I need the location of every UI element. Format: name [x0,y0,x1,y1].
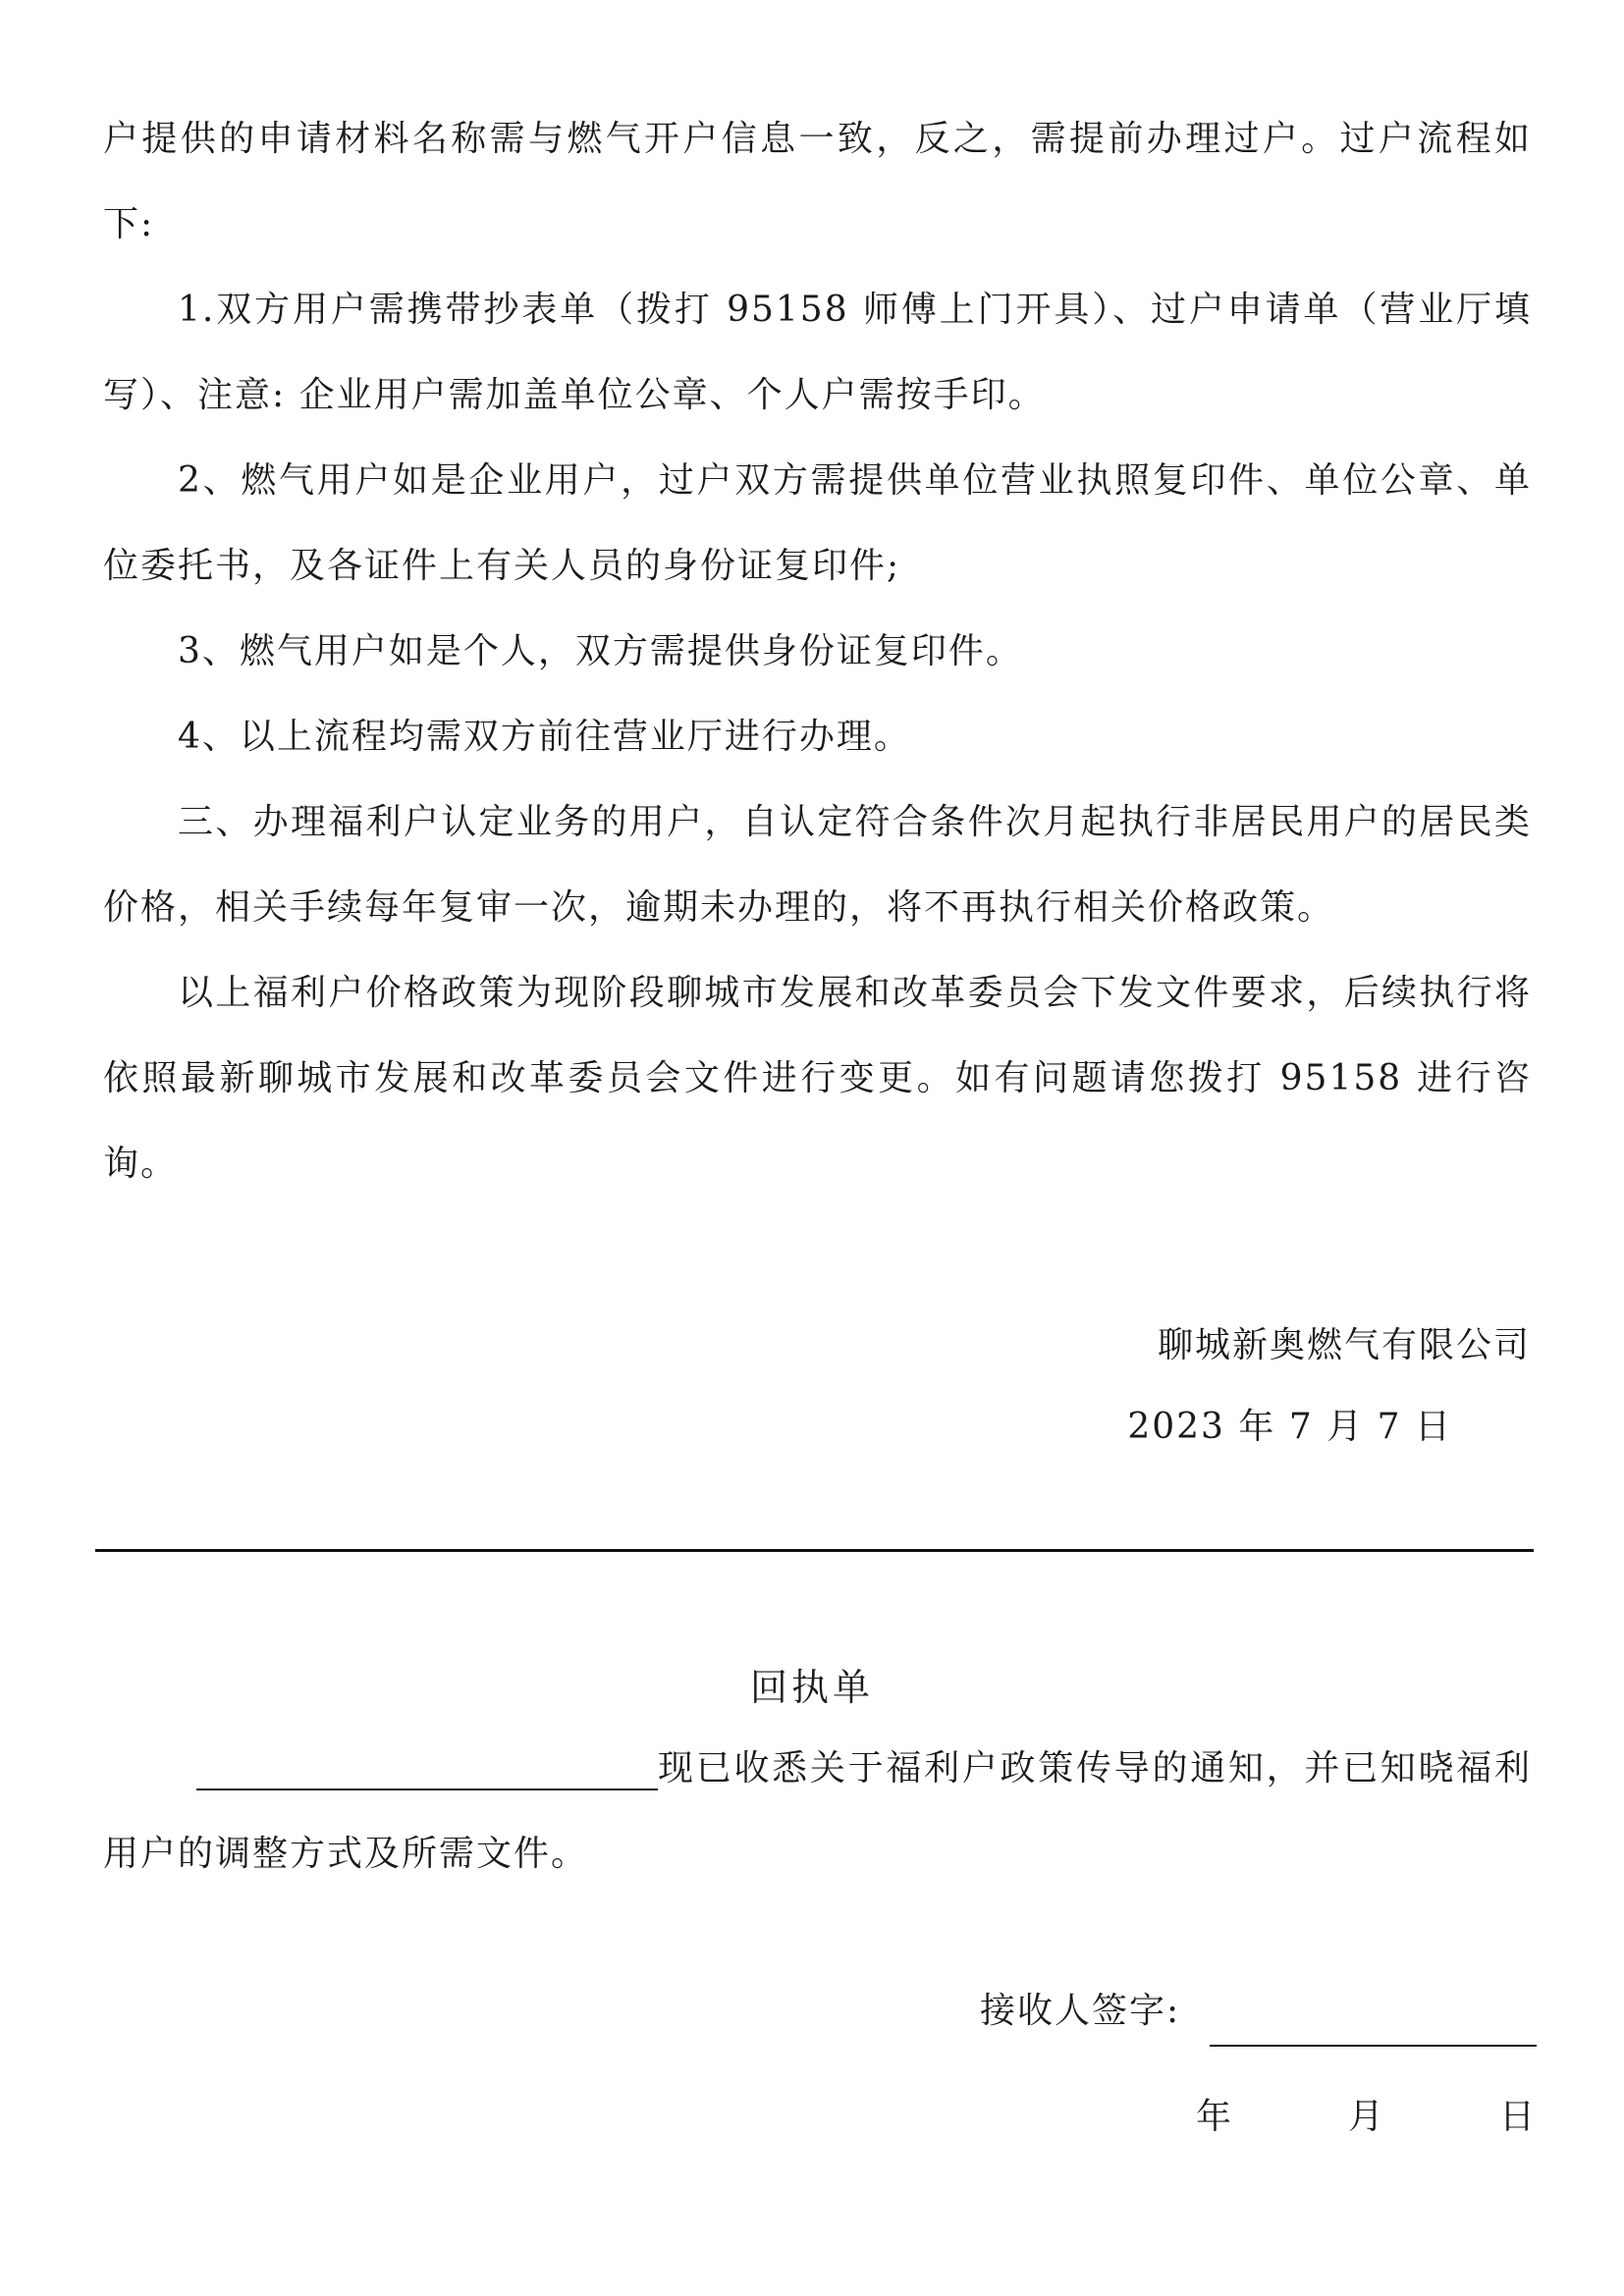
month-label: 月 [1348,2097,1386,2137]
receipt-title: 回执单 [749,1666,874,1709]
company-signature: 聊城新奥燃气有限公司 [1157,1325,1531,1365]
receipt-body: 现已收悉关于福利户政策传导的通知，并已知晓福利用户的调整方式及所需文件。 [103,1748,1532,1874]
signer-label: 接收人签字: [980,1991,1181,2031]
paragraph-step-1: 1.双方用户需携带抄表单（拨打 95158 师傅上门开具）、过户申请单（营业厅填写）、注意: 企业用户需加盖单位公章、个人户需按手印。 [103,290,1532,415]
day-label: 日 [1499,2097,1538,2137]
paragraph-step-2: 2、燃气用户如是企业用户，过户双方需提供单位营业执照复印件、单位公章、单位委托书，及各证件上有关人员的身份证复印件; [103,460,1532,586]
section-divider [95,1549,1534,1552]
paragraph-step-3: 3、燃气用户如是个人，双方需提供身份证复印件。 [178,631,1023,671]
signature-blank[interactable] [1210,2045,1537,2047]
paragraph-step-4: 4、以上流程均需双方前往营业厅进行办理。 [178,717,911,757]
paragraph-transfer-intro: 户提供的申请材料名称需与燃气开户信息一致，反之，需提前办理过户。过户流程如下: [103,119,1532,244]
signature-date: 2023 年 7 月 7 日 [1127,1407,1452,1447]
paragraph-closing-note: 以上福利户价格政策为现阶段聊城市发展和改革委员会下发文件要求，后续执行将依照最新聊城市发展和改革委员会文件进行变更。如有问题请您拨打 95158 进行咨询。 [103,973,1532,1184]
paragraph-section-three: 三、办理福利户认定业务的用户，自认定符合条件次月起执行非居民用户的居民类价格，相关手续每年复审一次，逾期未办理的，将不再执行相关价格政策。 [103,802,1532,928]
year-label: 年 [1196,2097,1234,2137]
